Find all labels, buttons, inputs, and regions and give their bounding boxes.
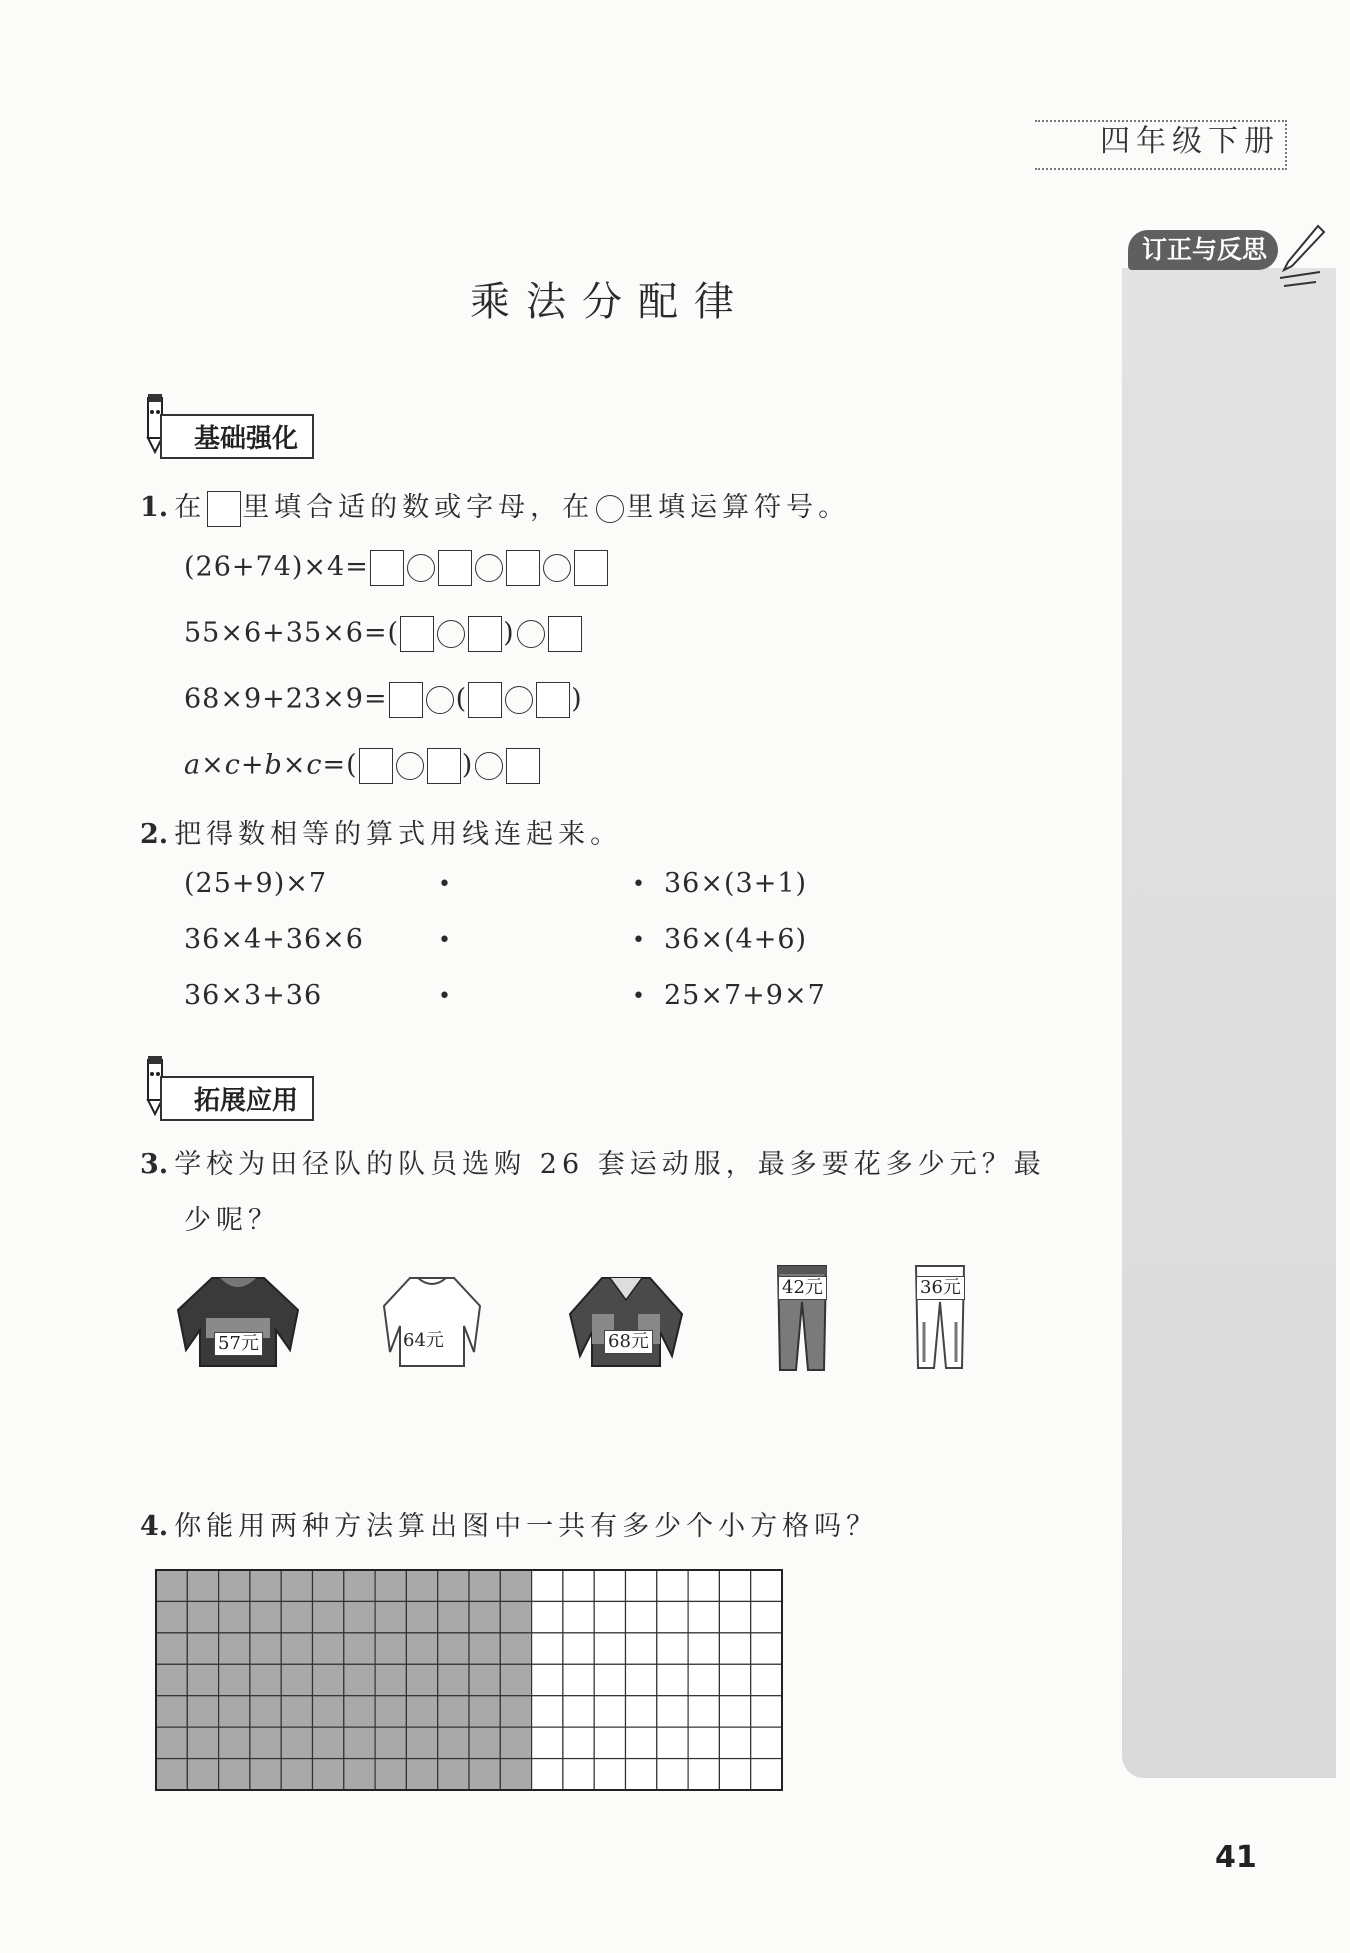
match-dot-left-3[interactable]: • bbox=[438, 984, 451, 1009]
grid-cell bbox=[532, 1696, 563, 1727]
grid-cell-shaded bbox=[344, 1696, 375, 1727]
prompt-text: 在 bbox=[174, 492, 207, 523]
grid-cell-shaded bbox=[156, 1759, 187, 1790]
question-4-prompt bbox=[140, 1504, 878, 1543]
grid-cell bbox=[532, 1664, 563, 1695]
grid-cell bbox=[657, 1664, 688, 1695]
grid-cell bbox=[688, 1759, 719, 1790]
grid-cell-shaded bbox=[250, 1633, 281, 1664]
grid-cell-shaded bbox=[219, 1601, 250, 1632]
square-grid bbox=[154, 1568, 784, 1792]
grid-cell bbox=[719, 1664, 750, 1695]
grid-cell bbox=[688, 1727, 719, 1758]
operator-circle[interactable] bbox=[426, 686, 454, 714]
grid-cell bbox=[626, 1759, 657, 1790]
grid-cell bbox=[657, 1727, 688, 1758]
clothing-item-pants-dark bbox=[774, 1262, 830, 1374]
grid-cell-shaded bbox=[344, 1664, 375, 1695]
grid-cell-shaded bbox=[344, 1570, 375, 1601]
match-dot-left-2[interactable]: • bbox=[438, 928, 451, 953]
grid-cell bbox=[594, 1664, 625, 1695]
answer-box[interactable] bbox=[438, 550, 472, 586]
grid-cell-shaded bbox=[281, 1696, 312, 1727]
grid-cell-shaded bbox=[469, 1727, 500, 1758]
grid-cell-shaded bbox=[469, 1664, 500, 1695]
grid-cell-shaded bbox=[219, 1759, 250, 1790]
operator-circle[interactable] bbox=[437, 620, 465, 648]
prompt-text: 里填合适的数或字母，在 bbox=[242, 492, 595, 523]
grid-cell-shaded bbox=[438, 1664, 469, 1695]
grid-cell-shaded bbox=[187, 1727, 218, 1758]
grid-cell-shaded bbox=[281, 1727, 312, 1758]
operator-circle[interactable] bbox=[517, 620, 545, 648]
grid-cell-shaded bbox=[406, 1601, 437, 1632]
equation-1 bbox=[184, 550, 609, 586]
grid-cell-shaded bbox=[469, 1696, 500, 1727]
grid-cell bbox=[751, 1664, 782, 1695]
grid-cell-shaded bbox=[313, 1664, 344, 1695]
grid-cell-shaded bbox=[313, 1633, 344, 1664]
operator-circle[interactable] bbox=[475, 752, 503, 780]
grid-cell-shaded bbox=[469, 1633, 500, 1664]
grid-cell-shaded bbox=[438, 1570, 469, 1601]
grid-cell bbox=[563, 1759, 594, 1790]
variable-a: a bbox=[184, 749, 202, 781]
operator-circle bbox=[596, 495, 624, 523]
answer-box[interactable] bbox=[548, 616, 582, 652]
grid-cell-shaded bbox=[469, 1570, 500, 1601]
grid-cell bbox=[594, 1601, 625, 1632]
grid-cell bbox=[719, 1727, 750, 1758]
grid-cell-shaded bbox=[500, 1696, 531, 1727]
grid-cell bbox=[657, 1759, 688, 1790]
paren: ( bbox=[455, 683, 468, 715]
section-label-basic: 基础强化 bbox=[160, 414, 314, 459]
grid-cell-shaded bbox=[344, 1727, 375, 1758]
grid-cell bbox=[563, 1727, 594, 1758]
grid-cell-shaded bbox=[406, 1570, 437, 1601]
grid-cell-shaded bbox=[406, 1696, 437, 1727]
grid-cell-shaded bbox=[219, 1727, 250, 1758]
grid-cell-shaded bbox=[375, 1759, 406, 1790]
variable-c: c bbox=[224, 749, 241, 781]
answer-box[interactable] bbox=[536, 682, 570, 718]
operator-circle[interactable] bbox=[396, 752, 424, 780]
grid-cell-shaded bbox=[344, 1633, 375, 1664]
grid-cell-shaded bbox=[438, 1601, 469, 1632]
grid-cell-shaded bbox=[500, 1664, 531, 1695]
grid-cell bbox=[688, 1601, 719, 1632]
grid-cell-shaded bbox=[250, 1601, 281, 1632]
pen-icon bbox=[1270, 222, 1330, 292]
price-tag: 64元 bbox=[403, 1330, 444, 1351]
grid-cell bbox=[751, 1696, 782, 1727]
grid-cell bbox=[657, 1696, 688, 1727]
grid-cell-shaded bbox=[406, 1633, 437, 1664]
answer-box[interactable] bbox=[468, 682, 502, 718]
answer-box[interactable] bbox=[370, 550, 404, 586]
grade-label: 四年级下册 bbox=[1100, 124, 1280, 159]
grid-cell bbox=[688, 1696, 719, 1727]
grid-cell-shaded bbox=[156, 1696, 187, 1727]
answer-box[interactable] bbox=[468, 616, 502, 652]
match-dot-left-1[interactable]: • bbox=[438, 872, 451, 897]
grid-cell-shaded bbox=[250, 1664, 281, 1695]
operator-circle[interactable] bbox=[407, 554, 435, 582]
clothing-item-jacket-2 bbox=[566, 1270, 686, 1370]
grid-cell-shaded bbox=[281, 1664, 312, 1695]
page-number: 41 bbox=[1215, 1840, 1257, 1875]
grid-cell-shaded bbox=[313, 1727, 344, 1758]
match-dot-right-1[interactable]: • bbox=[632, 872, 645, 897]
grid-cell-shaded bbox=[375, 1633, 406, 1664]
grid-cell bbox=[563, 1633, 594, 1664]
question-number: 4. bbox=[140, 1511, 169, 1542]
answer-box[interactable] bbox=[359, 748, 393, 784]
grid-cell bbox=[751, 1633, 782, 1664]
match-left-1: (25+9)×7 bbox=[184, 868, 328, 899]
grid-cell-shaded bbox=[438, 1633, 469, 1664]
match-left-2: 36×4+36×6 bbox=[184, 924, 364, 955]
grid-cell-shaded bbox=[281, 1633, 312, 1664]
question-number: 2. bbox=[140, 819, 169, 850]
prompt-text: 学校为田径队的队员选购 26 套运动服，最多要花多少元？最 bbox=[174, 1149, 1046, 1180]
grid-cell bbox=[626, 1696, 657, 1727]
equation-3 bbox=[184, 682, 583, 718]
grid-cell bbox=[719, 1601, 750, 1632]
grid-cell-shaded bbox=[406, 1664, 437, 1695]
grid-cell bbox=[532, 1633, 563, 1664]
grid-cell bbox=[594, 1759, 625, 1790]
equation-text: × bbox=[282, 749, 307, 781]
grid-cell bbox=[719, 1759, 750, 1790]
grid-cell-shaded bbox=[187, 1759, 218, 1790]
grid-cell bbox=[532, 1759, 563, 1790]
equation-text: + bbox=[240, 749, 265, 781]
side-tab-label: 订正与反思 bbox=[1128, 230, 1278, 270]
grid-cell-shaded bbox=[500, 1570, 531, 1601]
section-label-extend: 拓展应用 bbox=[160, 1076, 314, 1121]
grid-cell-shaded bbox=[313, 1759, 344, 1790]
grid-cell bbox=[751, 1601, 782, 1632]
grid-cell-shaded bbox=[250, 1759, 281, 1790]
operator-circle[interactable] bbox=[543, 554, 571, 582]
answer-box[interactable] bbox=[574, 550, 608, 586]
grid-cell bbox=[532, 1727, 563, 1758]
equation-text: =( bbox=[322, 749, 358, 781]
grid-cell bbox=[719, 1696, 750, 1727]
grid-cell-shaded bbox=[219, 1664, 250, 1695]
grid-cell-shaded bbox=[219, 1633, 250, 1664]
grid-cell-shaded bbox=[469, 1759, 500, 1790]
paren: ) bbox=[461, 749, 474, 781]
equation-text: 55×6+35×6=( bbox=[184, 617, 400, 649]
grid-cell bbox=[594, 1570, 625, 1601]
answer-box bbox=[207, 491, 241, 527]
match-right-1: 36×(3+1) bbox=[664, 868, 808, 899]
question-2-prompt bbox=[140, 812, 622, 851]
grid-cell-shaded bbox=[250, 1696, 281, 1727]
question-number: 1. bbox=[140, 492, 169, 523]
grid-cell-shaded bbox=[375, 1570, 406, 1601]
match-right-2: 36×(4+6) bbox=[664, 924, 808, 955]
variable-c: c bbox=[306, 749, 323, 781]
price-tag: 42元 bbox=[778, 1276, 827, 1300]
prompt-text: 里填运算符号。 bbox=[626, 492, 851, 523]
grid-cell-shaded bbox=[313, 1601, 344, 1632]
question-1-prompt bbox=[140, 485, 850, 527]
grid-cell bbox=[751, 1570, 782, 1601]
match-left-3: 36×3+36 bbox=[184, 980, 323, 1011]
price-tag: 36元 bbox=[916, 1276, 965, 1300]
grid-cell-shaded bbox=[250, 1570, 281, 1601]
grid-cell bbox=[626, 1664, 657, 1695]
grid-cell-shaded bbox=[187, 1696, 218, 1727]
grid-cell-shaded bbox=[187, 1633, 218, 1664]
grid-cell bbox=[626, 1633, 657, 1664]
grid-cell bbox=[626, 1601, 657, 1632]
grid-cell bbox=[719, 1633, 750, 1664]
grid-cell bbox=[626, 1727, 657, 1758]
grid-cell bbox=[688, 1633, 719, 1664]
question-number: 3. bbox=[140, 1149, 169, 1180]
grid-cell-shaded bbox=[250, 1727, 281, 1758]
grid-cell-shaded bbox=[375, 1664, 406, 1695]
grid-cell-shaded bbox=[156, 1570, 187, 1601]
equation-2 bbox=[184, 616, 583, 652]
equation-text: × bbox=[201, 749, 225, 781]
grid-cell-shaded bbox=[500, 1601, 531, 1632]
grid-cell-shaded bbox=[500, 1759, 531, 1790]
grid-cell bbox=[532, 1601, 563, 1632]
clothing-item-pants-light bbox=[912, 1262, 968, 1372]
grid-cell-shaded bbox=[281, 1601, 312, 1632]
grid-cell-shaded bbox=[281, 1759, 312, 1790]
grid-cell bbox=[657, 1601, 688, 1632]
prompt-text: 你能用两种方法算出图中一共有多少个小方格吗？ bbox=[174, 1511, 879, 1542]
jacket-icon bbox=[566, 1270, 686, 1370]
grid-cell-shaded bbox=[187, 1570, 218, 1601]
grid-cell bbox=[594, 1727, 625, 1758]
grid-cell-shaded bbox=[375, 1727, 406, 1758]
grid-cell-shaded bbox=[344, 1759, 375, 1790]
grid-cell bbox=[563, 1570, 594, 1601]
price-tag: 57元 bbox=[214, 1332, 263, 1356]
grid-cell-shaded bbox=[187, 1664, 218, 1695]
answer-box[interactable] bbox=[427, 748, 461, 784]
price-tag: 68元 bbox=[604, 1330, 653, 1354]
grid-cell-shaded bbox=[500, 1633, 531, 1664]
grid-cell-shaded bbox=[187, 1601, 218, 1632]
grid-cell bbox=[751, 1727, 782, 1758]
grid-cell-shaded bbox=[156, 1664, 187, 1695]
grid-cell bbox=[719, 1570, 750, 1601]
paren: ) bbox=[571, 683, 583, 715]
grid-cell-shaded bbox=[500, 1727, 531, 1758]
operator-circle[interactable] bbox=[505, 686, 533, 714]
grid-cell-shaded bbox=[438, 1727, 469, 1758]
grid-cell-shaded bbox=[156, 1601, 187, 1632]
sweater-icon bbox=[380, 1270, 484, 1370]
grid-cell bbox=[657, 1570, 688, 1601]
question-3-prompt-line2: 少呢？ bbox=[184, 1205, 280, 1236]
match-dot-right-3[interactable]: • bbox=[632, 984, 645, 1009]
grid-cell-shaded bbox=[375, 1696, 406, 1727]
grid-cell bbox=[563, 1601, 594, 1632]
grid-cell bbox=[688, 1664, 719, 1695]
grid-cell-shaded bbox=[406, 1727, 437, 1758]
grid-cell-shaded bbox=[469, 1601, 500, 1632]
equation-text: 68×9+23×9= bbox=[184, 683, 388, 715]
grid-cell-shaded bbox=[281, 1570, 312, 1601]
grid-cell bbox=[532, 1570, 563, 1601]
correction-side-panel bbox=[1122, 268, 1336, 1778]
answer-box[interactable] bbox=[506, 550, 540, 586]
grid-cell bbox=[751, 1759, 782, 1790]
grid-cell bbox=[594, 1633, 625, 1664]
grid-cell-shaded bbox=[313, 1696, 344, 1727]
grid-cell bbox=[688, 1570, 719, 1601]
equation-4 bbox=[184, 748, 541, 784]
clothing-item-jacket bbox=[172, 1270, 304, 1370]
answer-box[interactable] bbox=[400, 616, 434, 652]
grid-cell-shaded bbox=[438, 1696, 469, 1727]
grid-cell bbox=[626, 1570, 657, 1601]
grid-cell-shaded bbox=[375, 1601, 406, 1632]
operator-circle[interactable] bbox=[475, 554, 503, 582]
match-right-3: 25×7+9×7 bbox=[664, 980, 826, 1011]
grid-cell-shaded bbox=[219, 1696, 250, 1727]
grid-cell-shaded bbox=[438, 1759, 469, 1790]
grid-cell bbox=[594, 1696, 625, 1727]
grid-cell bbox=[563, 1696, 594, 1727]
clothing-item-sweater bbox=[380, 1270, 484, 1370]
grid-cell bbox=[657, 1633, 688, 1664]
prompt-text: 把得数相等的算式用线连起来。 bbox=[174, 819, 623, 850]
page-title: 乘法分配律 bbox=[470, 279, 750, 325]
grid-cell-shaded bbox=[313, 1570, 344, 1601]
grid-cell-shaded bbox=[156, 1727, 187, 1758]
answer-box[interactable] bbox=[506, 748, 540, 784]
grid-cell-shaded bbox=[156, 1633, 187, 1664]
match-dot-right-2[interactable]: • bbox=[632, 928, 645, 953]
grid-cell-shaded bbox=[406, 1759, 437, 1790]
paren: ) bbox=[503, 617, 515, 649]
variable-b: b bbox=[264, 749, 283, 781]
question-3-prompt bbox=[140, 1142, 1046, 1181]
grid-cell-shaded bbox=[219, 1570, 250, 1601]
grid-cell-shaded bbox=[344, 1601, 375, 1632]
answer-box[interactable] bbox=[389, 682, 423, 718]
grid-cell bbox=[563, 1664, 594, 1695]
equation-text: (26+74)×4= bbox=[184, 551, 369, 583]
